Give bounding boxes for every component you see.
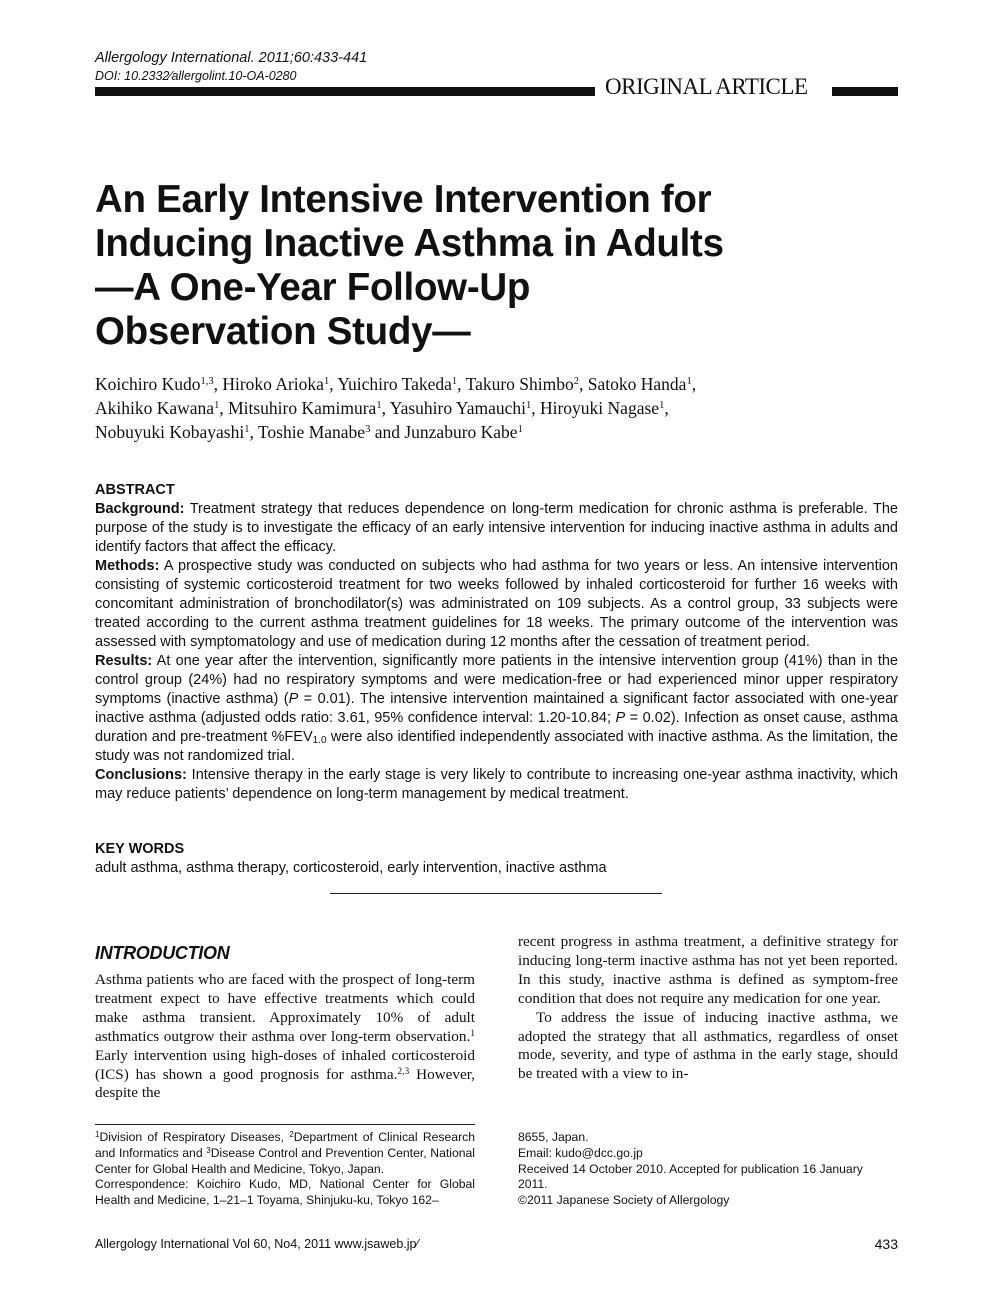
author-affiliation: 1 [659, 400, 665, 411]
paragraph: Asthma patients who are faced with the prospect of long-term treatment expect to have effective treatments which could make asthma transient. Approximately 10% of adult asthmatics outgrow their asthma over long-term observation.$^1$ Early intervention using high-doses of inhaled corticosteroid (ICS) has shown a good prognosis for asthma.$^{2,3}$ However, despite the [95, 971, 475, 1102]
abstract-heading: ABSTRACT [95, 482, 175, 498]
paragraph: recent progress in asthma treatment, a definitive strategy for inducing long-term inactive asthma has not yet been reported. In this study, inactive asthma is defined as symptom-free condition that does not require any medication for one year. [518, 933, 898, 1007]
author-affiliation: 1 [525, 400, 532, 411]
page-number: 433 [874, 1236, 898, 1252]
citation: 2,3 [397, 1066, 410, 1077]
keywords-heading: KEY WORDS [95, 841, 185, 857]
author-name: Hiroyuki Nagase [539, 398, 660, 418]
author-name: Yasuhiro Yamauchi [389, 398, 526, 418]
methods-label: Methods: [95, 558, 160, 574]
conclusions-label: Conclusions: [95, 767, 187, 783]
received-date: Received 14 October 2010. Accepted for publication 16 January [518, 1161, 863, 1176]
abstract [95, 481, 898, 804]
title-line: Observation Study— [95, 310, 471, 353]
section-divider [330, 893, 662, 894]
results-label: Results: [95, 653, 153, 669]
introduction-left-column [95, 971, 475, 1103]
abstract-conclusions: Conclusions: Intensive therapy in the early stage is very likely to contribute to increasing one-year asthma inactivity, which may reduce patients’ dependence on long-term management by medical treatment. [95, 767, 898, 802]
author-affiliation: 1 [686, 376, 692, 387]
abstract-results: Results: At one year after the intervention, significantly more patients in the intensive intervention group (41%) than in the control group (24%) had no respiratory symptoms and were medication-free or had experienced minor upper respiratory symptoms (inactive asthma) (P = 0.01). The intensive intervention maintained a significant factor associated with one-year inactive asthma (adjusted odds ratio: 3.61, 95% confidence interval: 1.20-10.84; P = 0.02). Infection as onset cause, asthma duration and pre-treatment $\%FEV_{1.0}$ were also identified independently associated with inactive asthma. As the limitation, the study was not randomized trial. [95, 653, 898, 764]
author-name: Junzaburo Kabe [404, 422, 518, 442]
author-affiliation: 1 [376, 400, 382, 411]
email: Email: kudo@dcc.go.jp [518, 1145, 643, 1160]
correspondence-footnote: 8655, Japan. Email: kudo@dcc.go.jp Received 14 October 2010. Accepted for publication 16 January 2011. ©2011 Japanese Society of Allergology [518, 1130, 898, 1209]
background-label: Background: [95, 501, 185, 517]
citation: 1 [470, 1028, 475, 1039]
author-list [95, 372, 855, 444]
article-type: ORIGINAL ARTICLE [605, 74, 808, 99]
author-affiliation: 2 [573, 376, 580, 387]
header-rule-right [832, 87, 898, 96]
doi: DOI: 10.2332⁄allergolint.10-OA-0280 [95, 69, 297, 83]
author-name: Akihiko Kawana [95, 398, 215, 418]
title-line: Inducing Inactive Asthma in Adults [95, 222, 724, 265]
author-line: Koichiro Kudo$^{1,3}$, Hiroko Arioka$^1$, Yuichiro Takeda$^1$, Takuro Shimbo$^2$, Satoko Handa$^1$, [95, 374, 697, 394]
author-name: Yuichiro Takeda [337, 374, 452, 394]
author-affiliation: 3 [365, 424, 371, 435]
affiliation-footnote: $^1$Division of Respiratory Diseases, $^2$Department of Clinical Research and Informatics and $^3$Disease Control and Prevention Center, National Center for Global Health and Medicine, Tokyo, Japan. Correspondence: Koichiro Kudo, MD, National Center for Global Health and Medicine, 1–21–1 Toyama, Shinjuku-ku, Tokyo 162– [95, 1130, 475, 1208]
keywords [95, 840, 607, 878]
abstract-background: Background: Treatment strategy that reduces dependence on long-term medication for chronic asthma is preferable. The purpose of the study is to investigate the efficacy of an early intensive intervention for inducing inactive asthma in adults and identify factors that affect the efficacy. [95, 501, 898, 555]
introduction-heading: INTRODUCTION [95, 943, 230, 963]
header-rule-left [95, 87, 595, 96]
author-name: Satoko Handa [587, 374, 687, 394]
abstract-methods: Methods: A prospective study was conducted on subjects who had asthma for two years or less. An intensive intervention consisting of systemic corticosteroid treatment for two weeks followed by inhaled corticosteroid for further 16 weeks with concomitant administration of bronchodilator(s) was administrated on 109 subjects. As a control group, 33 subjects were treated according to the current asthma treatment guidelines for 18 weeks. The primary outcome of the intervention was assessed with symptomatology and use of medication during 12 months after the cessation of treatment period. [95, 558, 898, 650]
journal-citation: Allergology International. 2011;60:433-441 [95, 50, 368, 66]
author-name: Mitsuhiro Kamimura [228, 398, 377, 418]
keywords-list: adult asthma, asthma therapy, corticosteroid, early intervention, inactive asthma [95, 860, 607, 876]
author-line: Nobuyuki Kobayashi$^1$, Toshie Manabe$^3$ and Junzaburo Kabe$^1$ [95, 422, 523, 442]
author-affiliation: 1,3 [200, 376, 214, 387]
paragraph: To address the issue of inducing inactive asthma, we adopted the strategy that all asthmatics, regardless of onset mode, severity, and type of asthma in the early stage, should be treated with a view to in- [518, 1008, 898, 1083]
author-name: Takuro Shimbo [465, 374, 574, 394]
author-name: Koichiro Kudo [95, 374, 201, 394]
author-affiliation: 1 [517, 424, 523, 435]
correspondence: Correspondence: Koichiro Kudo, MD, National Center for Global Health and Medicine, 1–21–1 Toyama, Shinjuku-ku, Tokyo 162– [95, 1177, 475, 1208]
title-line: An Early Intensive Intervention for [95, 178, 712, 221]
author-line: Akihiko Kawana$^1$, Mitsuhiro Kamimura$^1$, Yasuhiro Yamauchi$^1$, Hiroyuki Nagase$^1$, [95, 398, 669, 418]
author-affiliation: 1 [214, 400, 220, 411]
copyright: ©2011 Japanese Society of Allergology [518, 1193, 730, 1208]
footer-journal: Allergology International Vol 60, No4, 2011 www.jsaweb.jp⁄ [95, 1237, 419, 1251]
author-name: Hiroko Arioka [222, 374, 324, 394]
article-title [95, 178, 855, 354]
title-line: —A One-Year Follow-Up [95, 266, 531, 309]
author-affiliation: 1 [244, 424, 250, 435]
author-affiliation: 1 [323, 376, 330, 387]
author-name: Nobuyuki Kobayashi [95, 422, 245, 442]
author-affiliation: 1 [451, 376, 458, 387]
introduction-right-column [518, 933, 898, 1084]
footnote-rule [95, 1124, 475, 1125]
author-name: Toshie Manabe [257, 422, 366, 442]
